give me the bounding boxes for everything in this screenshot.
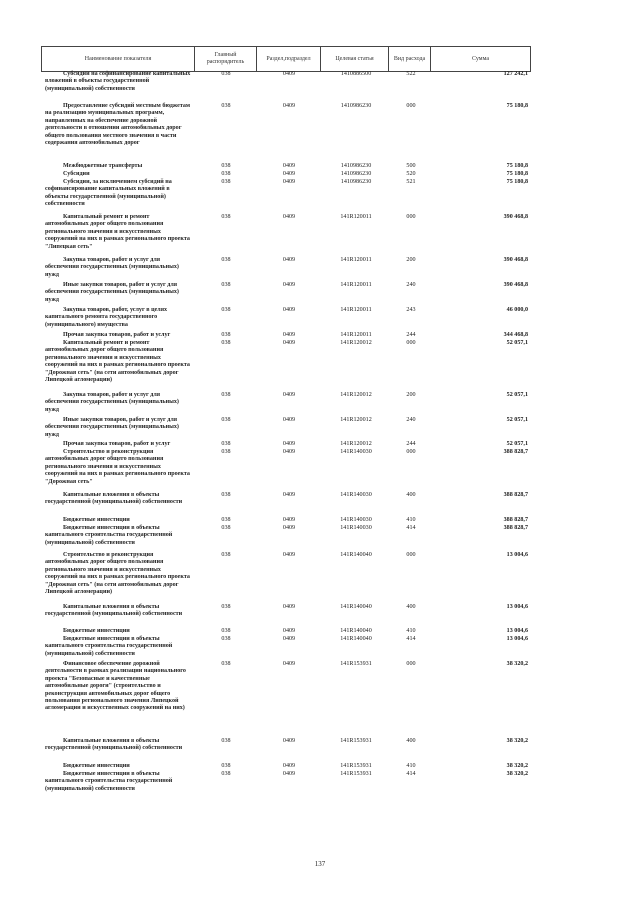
header-amount: Сумма xyxy=(431,47,531,72)
row-name: Иные закупки товаров, работ и услуг для обеспечения государственных (муниципальных) нужд xyxy=(45,282,179,303)
row-exp-type: 244 xyxy=(406,332,416,338)
row-section: 0409 xyxy=(282,307,296,313)
row-section: 0409 xyxy=(282,332,296,338)
row-section: 0409 xyxy=(282,214,296,220)
row-target: 141R153931 xyxy=(340,661,372,667)
row-name: Иные закупки товаров, работ и услуг для обеспечения государственных (муниципальных) нужд xyxy=(45,417,179,438)
row-admin: 038 xyxy=(221,604,231,610)
row-exp-type: 000 xyxy=(406,552,416,558)
row-name: Капитальные вложения в объекты государственной (муниципальной) собственности xyxy=(45,604,183,618)
row-exp-type: 414 xyxy=(406,525,416,531)
row-admin: 038 xyxy=(221,103,231,109)
row-target: 141R120011 xyxy=(340,307,372,313)
row-admin: 038 xyxy=(221,392,231,398)
row-target: 141R140040 xyxy=(340,636,372,642)
row-target: 141R153931 xyxy=(340,763,372,769)
row-target: 1410986230 xyxy=(340,179,372,185)
row-target: 141R140030 xyxy=(340,525,372,531)
row-name: Субсидии, за исключением субсидий на софинансирование капитальных вложений в объекты государственной (муниципальной) собственности xyxy=(45,179,172,208)
row-admin: 038 xyxy=(221,628,231,634)
row-admin: 038 xyxy=(221,340,231,346)
row-amount: 13 004,6 xyxy=(506,604,528,610)
row-exp-type: 400 xyxy=(406,738,416,744)
row-name: Бюджетные инвестиции в объекты капитального строительства государственной (муниципальной) собственности xyxy=(45,771,173,792)
row-admin: 038 xyxy=(221,257,231,263)
row-section: 0409 xyxy=(282,492,296,498)
row-target: 141R120011 xyxy=(340,214,372,220)
row-target: 141R140040 xyxy=(340,604,372,610)
row-amount: 13 004,6 xyxy=(506,636,528,642)
row-admin: 038 xyxy=(221,763,231,769)
row-admin: 038 xyxy=(221,282,231,288)
row-target: 141R120012 xyxy=(340,441,372,447)
row-target: 1410986230 xyxy=(340,171,372,177)
row-section: 0409 xyxy=(282,763,296,769)
row-section: 0409 xyxy=(282,636,296,642)
table-header xyxy=(41,46,531,72)
row-section: 0409 xyxy=(282,282,296,288)
row-target: 141R120011 xyxy=(340,332,372,338)
row-exp-type: 521 xyxy=(406,179,416,185)
row-name: Строительство и реконструкция автомобильных дорог общего пользования регионального значения и искусственных сооружений на них в рамках регионального проекта "Дорожная сеть" xyxy=(45,449,190,485)
row-admin: 038 xyxy=(221,163,231,169)
row-exp-type: 000 xyxy=(406,103,416,109)
row-admin: 038 xyxy=(221,525,231,531)
row-admin: 038 xyxy=(221,517,231,523)
row-admin: 038 xyxy=(221,307,231,313)
row-exp-type: 500 xyxy=(406,163,416,169)
row-section: 0409 xyxy=(282,163,296,169)
row-amount: 13 004,6 xyxy=(506,628,528,634)
row-amount: 388 828,7 xyxy=(503,525,528,531)
row-name: Закупка товаров, работ, услуг в целях капитального ремонта государственного (муниципального) имущества xyxy=(45,307,168,328)
row-amount: 388 828,7 xyxy=(503,492,528,498)
row-exp-type: 244 xyxy=(406,441,416,447)
row-section: 0409 xyxy=(282,661,296,667)
row-exp-type: 410 xyxy=(406,517,416,523)
row-amount: 52 057,1 xyxy=(506,392,528,398)
row-amount: 52 057,1 xyxy=(506,441,528,447)
row-name: Бюджетные инвестиции в объекты капитального строительства государственной (муниципальной) собственности xyxy=(45,525,173,546)
row-amount: 388 828,7 xyxy=(503,449,528,455)
header-section: Раздел,подраздел xyxy=(257,47,321,72)
row-admin: 038 xyxy=(221,771,231,777)
row-section: 0409 xyxy=(282,179,296,185)
row-section: 0409 xyxy=(282,604,296,610)
row-name: Бюджетные инвестиции в объекты капитального строительства государственной (муниципальной) собственности xyxy=(45,636,173,657)
row-name: Прочая закупка товаров, работ и услуг xyxy=(63,441,171,447)
row-amount: 75 180,8 xyxy=(506,171,528,177)
row-name: Межбюджетные трансферты xyxy=(63,163,143,169)
row-name: Субсидии на софинансирование капитальных вложений в объекты государственной (муниципальной) собственности xyxy=(45,71,191,92)
row-amount: 390 468,8 xyxy=(503,257,528,263)
row-amount: 46 000,0 xyxy=(506,307,528,313)
row-target: 141R140040 xyxy=(340,628,372,634)
row-amount: 390 468,8 xyxy=(503,214,528,220)
row-target: 141R140030 xyxy=(340,492,372,498)
row-exp-type: 240 xyxy=(406,417,416,423)
row-name: Капитальные вложения в объекты государственной (муниципальной) собственности xyxy=(45,738,183,752)
header-target: Целевая статья xyxy=(321,47,389,72)
row-admin: 038 xyxy=(221,179,231,185)
row-section: 0409 xyxy=(282,103,296,109)
row-section: 0409 xyxy=(282,517,296,523)
row-target: 141R120012 xyxy=(340,340,372,346)
row-admin: 038 xyxy=(221,71,231,77)
row-name: Капитальный ремонт и ремонт автомобильных дорог общего пользования регионального значения и искусственных сооружений на них в рамках регионального проекта "Дорожная сеть" (на сети автомобильных дорог Липецкой агломерации) xyxy=(45,340,190,384)
row-exp-type: 243 xyxy=(406,307,416,313)
row-admin: 038 xyxy=(221,417,231,423)
row-exp-type: 522 xyxy=(406,71,416,77)
row-exp-type: 520 xyxy=(406,171,416,177)
row-amount: 38 320,2 xyxy=(506,763,528,769)
row-target: 1410886500 xyxy=(340,71,372,77)
row-exp-type: 240 xyxy=(406,282,416,288)
row-section: 0409 xyxy=(282,552,296,558)
row-target: 141R153931 xyxy=(340,771,372,777)
row-exp-type: 400 xyxy=(406,604,416,610)
row-name: Предоставление субсидий местным бюджетам на реализацию муниципальных программ, направленных на обеспечение дорожной деятельности в отношении автомобильных дорог общего пользования местного значения в части содержания автомобильных дорог xyxy=(45,103,191,147)
row-admin: 038 xyxy=(221,214,231,220)
row-amount: 38 320,2 xyxy=(506,771,528,777)
row-section: 0409 xyxy=(282,771,296,777)
row-exp-type: 410 xyxy=(406,763,416,769)
row-target: 141R140030 xyxy=(340,449,372,455)
row-target: 141R120011 xyxy=(340,282,372,288)
header-name: Наименование показателя xyxy=(42,47,195,72)
row-section: 0409 xyxy=(282,71,296,77)
row-amount: 75 180,8 xyxy=(506,163,528,169)
row-amount: 344 468,8 xyxy=(503,332,528,338)
header-admin: Главный распорядитель xyxy=(195,47,257,72)
row-section: 0409 xyxy=(282,525,296,531)
row-exp-type: 200 xyxy=(406,392,416,398)
row-target: 141R120012 xyxy=(340,417,372,423)
row-admin: 038 xyxy=(221,449,231,455)
row-section: 0409 xyxy=(282,257,296,263)
row-name: Бюджетные инвестиции xyxy=(63,517,130,523)
row-name: Финансовое обеспечение дорожной деятельности в рамках реализации национального проекта "Безопасные и качественные автомобильные дороги" (строительство и реконструкция автомобильных дорог общего пользования регионального значения Липецкой агломерации и искусственных сооружений на них) xyxy=(45,661,186,712)
page-number: 137 xyxy=(314,860,326,868)
row-name: Капитальный ремонт и ремонт автомобильных дорог общего пользования регионального значения и искусственных сооружений на них в рамках регионального проекта "Липецкая сеть" xyxy=(45,214,190,250)
row-exp-type: 000 xyxy=(406,214,416,220)
row-name: Бюджетные инвестиции xyxy=(63,763,130,769)
row-target: 141R120011 xyxy=(340,257,372,263)
row-exp-type: 410 xyxy=(406,628,416,634)
row-admin: 038 xyxy=(221,738,231,744)
row-target: 1410986230 xyxy=(340,103,372,109)
row-amount: 13 004,6 xyxy=(506,552,528,558)
row-amount: 127 242,1 xyxy=(503,71,528,77)
row-section: 0409 xyxy=(282,449,296,455)
row-exp-type: 400 xyxy=(406,492,416,498)
row-name: Закупка товаров, работ и услуг для обеспечения государственных (муниципальных) нужд xyxy=(45,392,179,413)
row-admin: 038 xyxy=(221,492,231,498)
row-amount: 52 057,1 xyxy=(506,417,528,423)
row-target: 141R140040 xyxy=(340,552,372,558)
row-exp-type: 000 xyxy=(406,449,416,455)
row-amount: 38 320,2 xyxy=(506,738,528,744)
row-admin: 038 xyxy=(221,636,231,642)
row-name: Строительство и реконструкция автомобильных дорог общего пользования регионального значения и искусственных сооружений на них в рамках регионального проекта "Дорожная сеть" (на сети автомобильных дорог Липецкой агломерации) xyxy=(45,552,190,596)
row-target: 141R120012 xyxy=(340,392,372,398)
row-section: 0409 xyxy=(282,392,296,398)
row-admin: 038 xyxy=(221,441,231,447)
row-section: 0409 xyxy=(282,171,296,177)
row-exp-type: 000 xyxy=(406,340,416,346)
row-name: Субсидии xyxy=(63,171,90,177)
row-exp-type: 414 xyxy=(406,771,416,777)
row-amount: 75 180,8 xyxy=(506,179,528,185)
row-name: Закупка товаров, работ и услуг для обеспечения государственных (муниципальных) нужд xyxy=(45,257,179,278)
row-name: Капитальные вложения в объекты государственной (муниципальной) собственности xyxy=(45,492,183,506)
row-amount: 390 468,8 xyxy=(503,282,528,288)
row-section: 0409 xyxy=(282,340,296,346)
row-target: 1410986230 xyxy=(340,163,372,169)
row-admin: 038 xyxy=(221,661,231,667)
row-exp-type: 414 xyxy=(406,636,416,642)
row-target: 141R140030 xyxy=(340,517,372,523)
row-admin: 038 xyxy=(221,332,231,338)
row-name: Бюджетные инвестиции xyxy=(63,628,130,634)
row-exp-type: 000 xyxy=(406,661,416,667)
row-amount: 75 180,8 xyxy=(506,103,528,109)
row-admin: 038 xyxy=(221,552,231,558)
row-amount: 38 320,2 xyxy=(506,661,528,667)
row-section: 0409 xyxy=(282,417,296,423)
row-admin: 038 xyxy=(221,171,231,177)
row-section: 0409 xyxy=(282,441,296,447)
row-name: Прочая закупка товаров, работ и услуг xyxy=(63,332,171,338)
header-exp-type: Вид расхода xyxy=(389,47,431,72)
row-amount: 388 828,7 xyxy=(503,517,528,523)
row-section: 0409 xyxy=(282,738,296,744)
row-section: 0409 xyxy=(282,628,296,634)
row-exp-type: 200 xyxy=(406,257,416,263)
row-target: 141R153931 xyxy=(340,738,372,744)
row-amount: 52 057,1 xyxy=(506,340,528,346)
